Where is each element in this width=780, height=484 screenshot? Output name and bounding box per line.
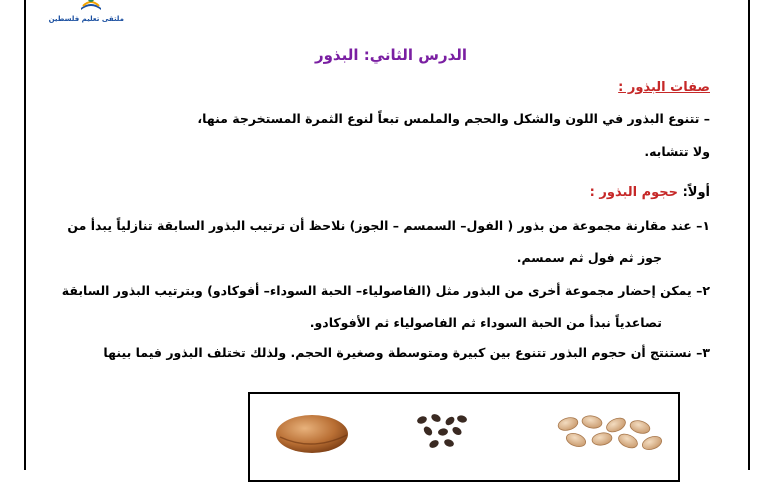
traits-line-1: – تتنوع البذور في اللون والشكل والحجم والملمس تبعاً لنوع الثمرة المستخرجة منها،: [197, 111, 710, 126]
seeds-illustration: [250, 394, 678, 480]
sizes-item-1-line-1: ١– عند مقارنة مجموعة من بذور ( الفول– السمسم – الجوز) نلاحظ أن ترتيب البذور السابقة تنازلياً يبدأ من: [67, 218, 710, 233]
document-page: [24, 0, 750, 470]
seeds-image: [248, 392, 680, 482]
sizes-item-2-line-2: تصاعدياً نبدأ من الحبة السوداء ثم الفاصولياء ثم الأفوكادو.: [309, 315, 662, 330]
sizes-heading-prefix: أولاً:: [682, 185, 710, 200]
beans: [557, 414, 664, 452]
sizes-heading: [590, 185, 710, 200]
site-logo[interactable]: [48, 0, 124, 34]
lesson-title: الدرس الثاني: البذور: [314, 46, 468, 64]
traits-heading: صفات البذور :: [618, 80, 710, 95]
avocado-seed: [276, 415, 348, 453]
logo-text: ملتقى تعليم فلسطين: [48, 15, 124, 23]
book-logo-icon: [78, 0, 104, 12]
black-seeds: [416, 412, 468, 449]
sizes-item-3-line-1: ٣– نستنتج أن حجوم البذور تتنوع بين كبيرة ومتوسطة وصغيرة الحجم. ولذلك تختلف البذور فيما بينها: [103, 345, 710, 360]
sizes-heading-main: حجوم البذور :: [589, 185, 683, 200]
sizes-item-1-line-2: جوز ثم فول ثم سمسم.: [516, 250, 662, 265]
traits-line-2: ولا تتشابه.: [644, 144, 710, 159]
sizes-item-2-line-1: ٢– يمكن إحضار مجموعة أخرى من البذور مثل (الفاصولياء– الحبة السوداء– أفوكادو) وبترتيب البذور السابقة: [61, 283, 710, 298]
